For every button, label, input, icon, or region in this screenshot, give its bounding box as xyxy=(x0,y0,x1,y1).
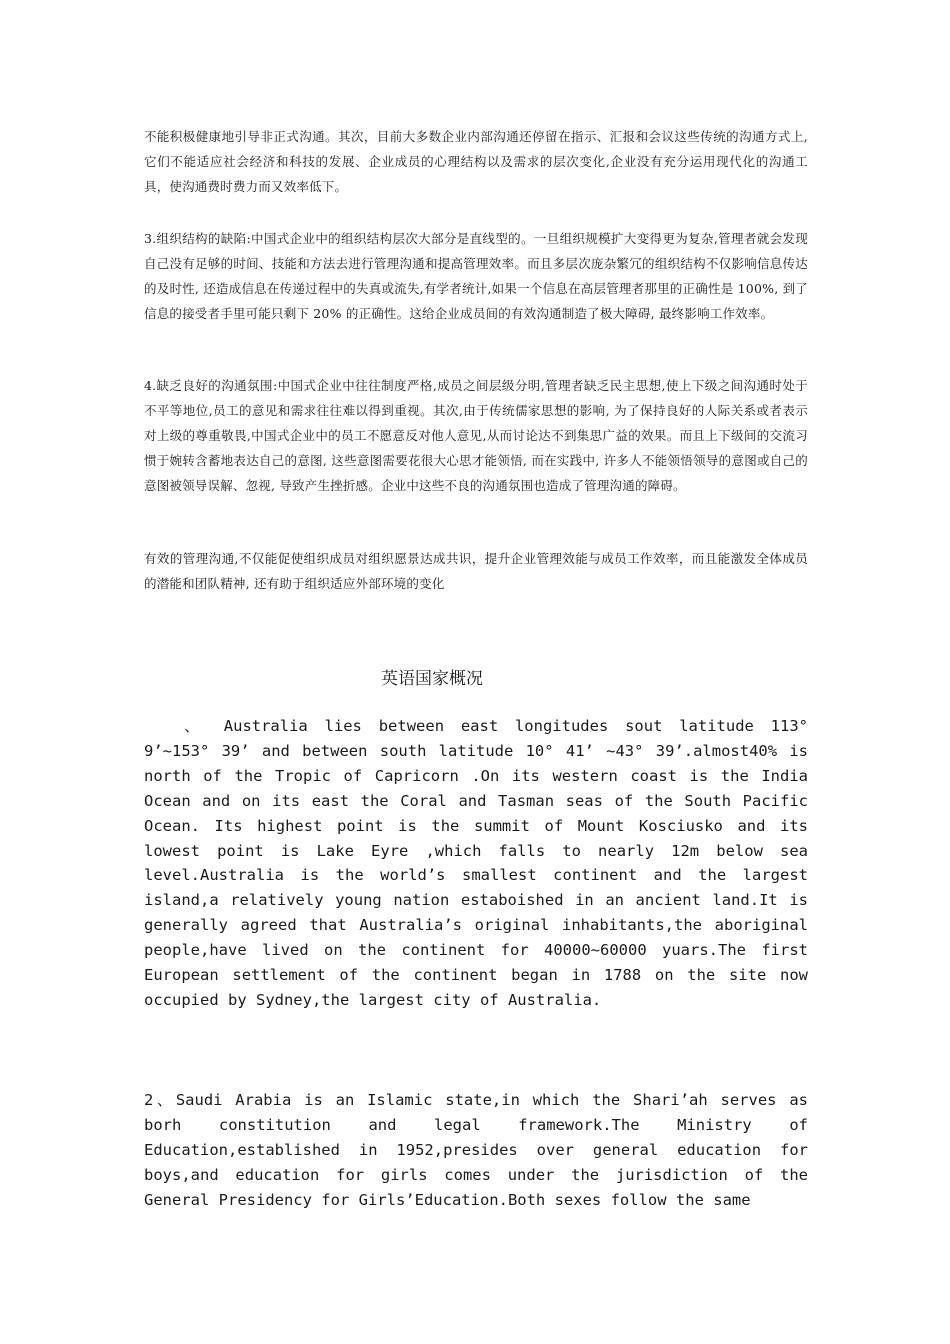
paragraph-australia: 、 Australia lies between east longitudes sout latitude 113° 9’~153° 39’ and between south latitude 10° 41’ ~43° 39’.almost40% is north of the Tropic of Capricorn .On its western coast is the India Ocean and on its east the Coral and Tasman seas of the South Pacific Ocean. Its highest point is the summit of Mount Kosciusko and its lowest point is Lake Eyre ,which falls to nearly 12m below sea level.Australia is the world’s smallest continent and the largest island,a relatively young nation estaboished in an ancient land.It is generally agreed that Australia’s original inhabitants,the aboriginal people,have lived on the continent for 40000~60000 yuars.The first European settlement of the continent began in 1788 on the site now occupied by Sydney,the largest city of Australia. xyxy=(144,717,808,1009)
paragraph-saudi-arabia: 2、Saudi Arabia is an Islamic state,in which the Shari’ah serves as borh constitution and legal framework.The Ministry of Education,established in 1952,presides over general education for boys,and education for girls comes under the jurisdiction of the General Presidency for Girls’Education.Both sexes follow the same xyxy=(144,1091,808,1209)
paragraph-informal-communication: 不能积极健康地引导非正式沟通。其次，目前大多数企业内部沟通还停留在指示、汇报和会议这些传统的沟通方式上,它们不能适应社会经济和科技的发展、企业成员的心理结构以及需求的层次变化,企业没有充分运用现代化的沟通工具，使沟通费时费力而又效率低下。 xyxy=(144,129,808,194)
paragraph-organizational-structure: 3.组织结构的缺陷:中国式企业中的组织结构层次大部分是直线型的。一旦组织规模扩大变得更为复杂,管理者就会发现自己没有足够的时间、技能和方法去进行管理沟通和提高管理效率。而且多层次庞杂繁冗的组织结构不仅影响信息传达的及时性, 还造成信息在传递过程中的失真或流失,有学者统计,如果一个信息在高层管理者那里的正确性是 100%, 到了信息的接受者手里可能只剩下 20% 的正确性。这给企业成员间的有效沟通制造了极大障碍, 最终影响工作效率。 xyxy=(144,231,808,321)
paragraph-effective-communication: 有效的管理沟通,不仅能促使组织成员对组织愿景达成共识，提升企业管理效能与成员工作效率，而且能激发全体成员的潜能和团队精神, 还有助于组织适应外部环境的变化 xyxy=(144,551,808,591)
paragraph-communication-atmosphere: 4.缺乏良好的沟通氛围:中国式企业中往往制度严格,成员之间层级分明,管理者缺乏民主思想,使上下级之间沟通时处于不平等地位,员工的意见和需求往往难以得到重视。其次,由于传统儒家思想的影响, 为了保持良好的人际关系或者表示对上级的尊重敬畏,中国式企业中的员工不愿意反对他人意见,从而讨论达不到集思广益的效果。而且上下级间的交流习惯于婉转含蓄地表达自己的意图, 这些意图需要花很大心思才能领悟, 而在实践中, 许多人不能领悟领导的意图或自己的意图被领导误解、忽视, 导致产生挫折感。企业中这些不良的沟通氛围也造成了管理沟通的障碍。 xyxy=(144,378,808,493)
section-title: 英语国家概况 xyxy=(381,669,483,689)
